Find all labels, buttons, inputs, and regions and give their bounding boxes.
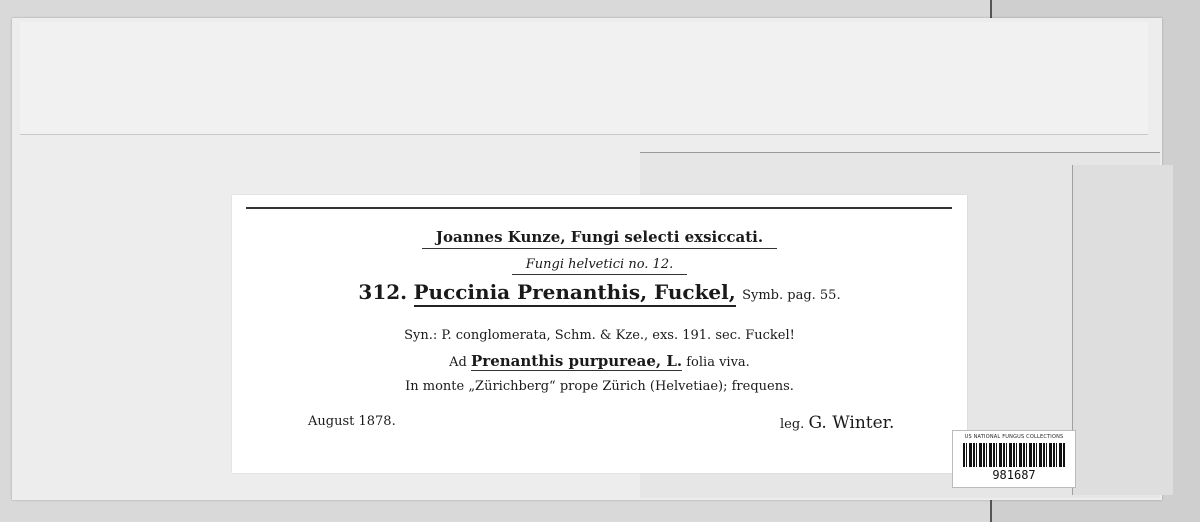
- specimen-label: [232, 195, 967, 473]
- sub-series: [232, 257, 967, 272]
- host-name: Prenanthis purpureae, L.: [471, 352, 683, 370]
- label-top-rule: [246, 207, 952, 209]
- host-suffix: folia viva.: [686, 355, 750, 370]
- barcode-label: [952, 430, 1076, 488]
- collector-name: G. Winter.: [808, 413, 895, 433]
- species-name: Puccinia Prenanthis, Fuckel,: [414, 280, 736, 307]
- barcode-bars: [963, 443, 1065, 467]
- collector-line: [780, 413, 894, 433]
- series-title-text: Joannes Kunze, Fungi selecti exsiccati.: [422, 228, 777, 249]
- host-prefix: Ad: [449, 355, 467, 370]
- barcode-title: US NATIONAL FUNGUS COLLECTIONS: [964, 434, 1064, 440]
- exsiccata-number: 312.: [358, 280, 408, 304]
- sub-series-text: Fungi helvetici no. 12.: [512, 257, 688, 275]
- barcode-number: 981687: [992, 468, 1036, 482]
- collection-date: August 1878.: [308, 414, 396, 429]
- host-line: [232, 352, 967, 370]
- leg-prefix: leg.: [780, 417, 805, 432]
- envelope-pocket-edge: [1072, 165, 1173, 495]
- locality-line: In monte „Zürichberg“ prope Zürich (Helvetiae); frequens.: [405, 379, 794, 394]
- series-title: [232, 228, 967, 246]
- synonym-line: Syn.: P. conglomerata, Schm. & Kze., exs. 191. sec. Fuckel!: [404, 328, 795, 343]
- species-line: [232, 280, 967, 304]
- species-reference: Symb. pag. 55.: [742, 288, 841, 303]
- envelope-flap: [20, 22, 1148, 135]
